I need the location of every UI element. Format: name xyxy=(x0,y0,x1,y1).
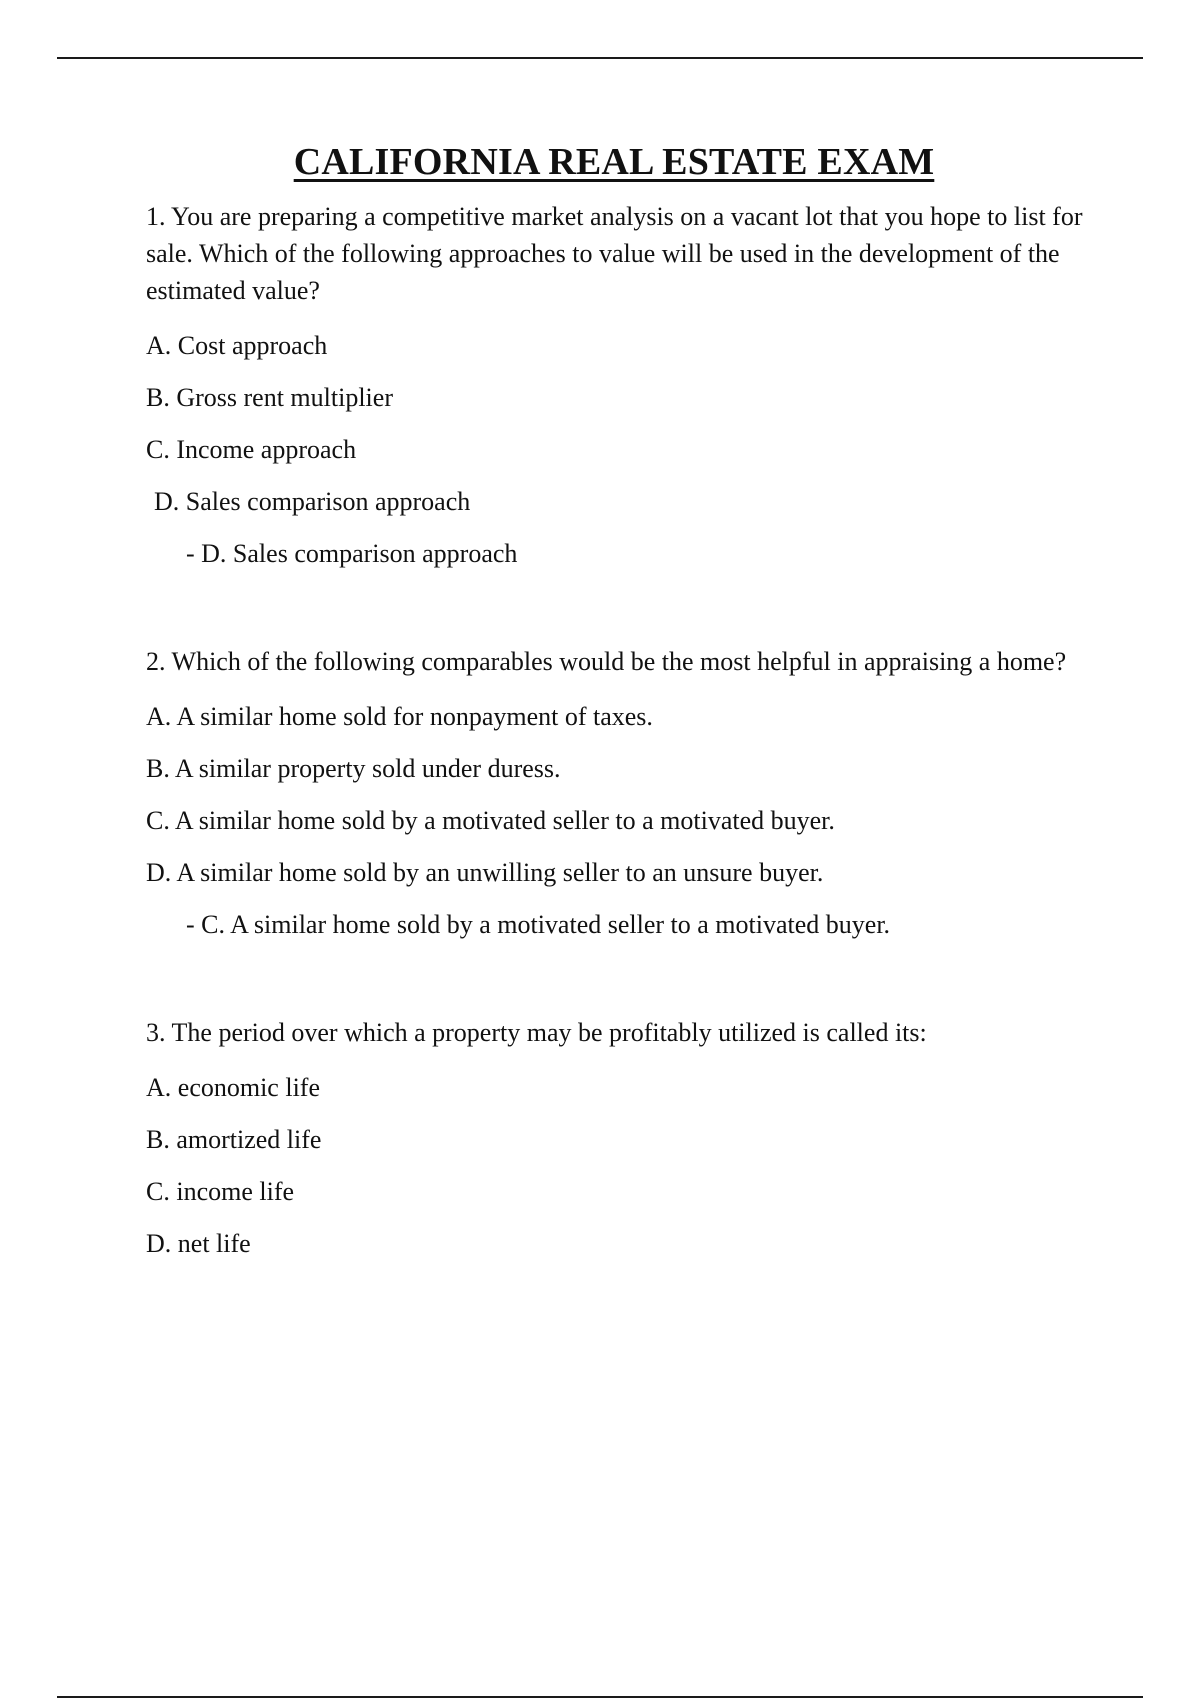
option-b: B. amortized life xyxy=(146,1125,322,1154)
question-text: 3. The period over which a property may be profitably utilized is called its: xyxy=(146,1018,927,1047)
option-b: B. Gross rent multiplier xyxy=(146,383,393,412)
option-c: C. A similar home sold by a motivated seller to a motivated buyer. xyxy=(146,806,835,835)
question-text: 2. Which of the following comparables would be the most helpful in appraising a home? xyxy=(146,647,1067,676)
option-c: C. Income approach xyxy=(146,435,357,464)
option-d: D. Sales comparison approach xyxy=(154,487,471,516)
document-page xyxy=(146,140,1096,1259)
option-b: B. A similar property sold under duress. xyxy=(146,754,561,783)
option-d: D. A similar home sold by an unwilling seller to an unsure buyer. xyxy=(146,858,824,887)
question-text: 1. You are preparing a competitive market analysis on a vacant lot that you hope to list for sale. Which of the following approaches to value will be used in the development of the estimated value? xyxy=(146,202,1083,305)
option-d: D. net life xyxy=(146,1229,251,1258)
answer: - C. A similar home sold by a motivated seller to a motivated buyer. xyxy=(186,910,891,939)
option-a: A. Cost approach xyxy=(146,331,328,360)
option-a: A. A similar home sold for nonpayment of taxes. xyxy=(146,702,653,731)
question-2 xyxy=(146,643,1096,940)
option-a: A. economic life xyxy=(146,1073,320,1102)
answer: - D. Sales comparison approach xyxy=(186,539,518,568)
top-rule xyxy=(57,57,1143,59)
page-title: CALIFORNIA REAL ESTATE EXAM xyxy=(293,141,935,183)
question-1 xyxy=(146,198,1096,569)
option-c: C. income life xyxy=(146,1177,295,1206)
question-3 xyxy=(146,1014,1096,1259)
bottom-rule xyxy=(57,1696,1143,1698)
